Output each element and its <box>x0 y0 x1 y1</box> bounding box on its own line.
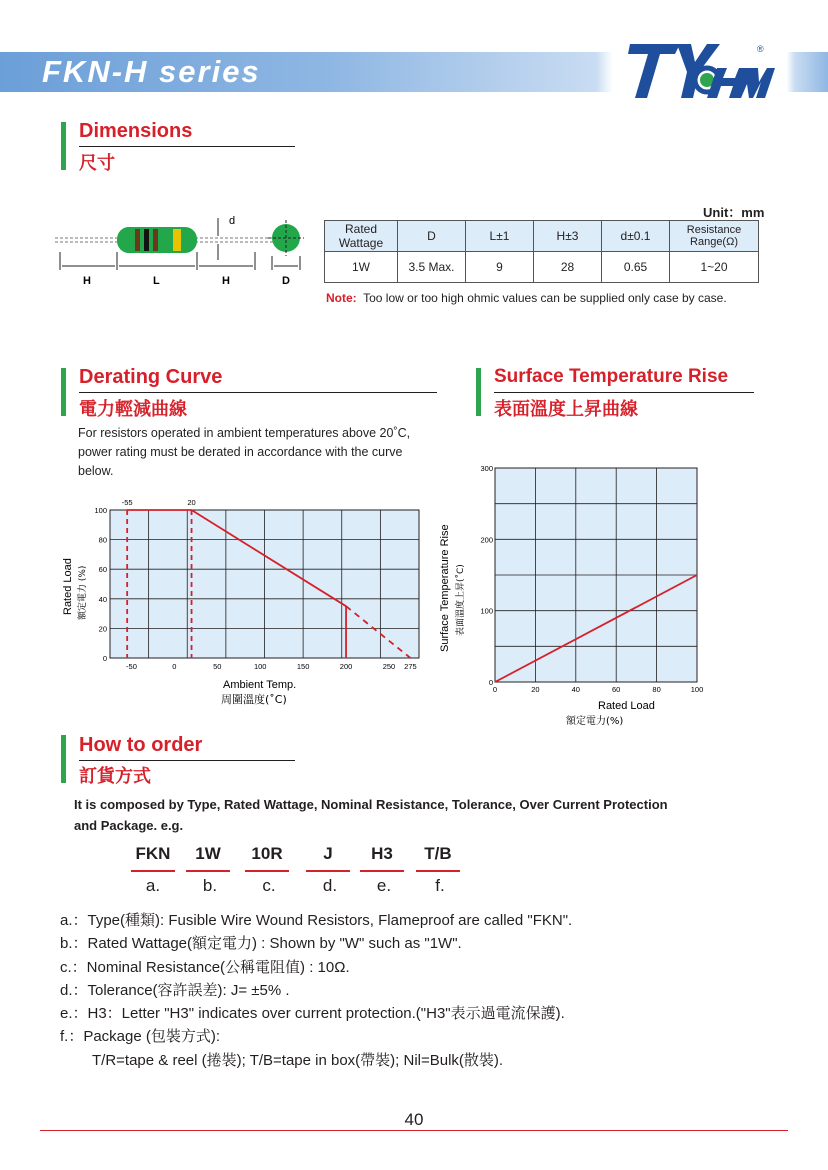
surface-xtick: 60 <box>612 685 621 694</box>
table-cell: 28 <box>534 252 602 283</box>
order-underline <box>245 870 289 872</box>
series-title: FKN-H series <box>42 54 261 89</box>
order-title-zh: 訂貨方式 <box>79 766 151 787</box>
order-desc-f: f.：Package (包裝方式): <box>60 1028 221 1045</box>
footer-rule <box>40 1130 788 1131</box>
table-cell: 1W <box>325 252 398 283</box>
derating-xtick: 275 <box>404 662 417 671</box>
order-desc-b: b.：Rated Wattage(額定電力) : Shown by "W" such as "1W". <box>60 935 462 952</box>
dimensions-section-bar <box>61 122 66 170</box>
order-desc-d: d.：Tolerance(容許誤差): J= ±5% . <box>60 982 290 999</box>
derating-section-bar <box>61 368 66 416</box>
order-code: 1W <box>195 844 221 863</box>
derating-ytick: 60 <box>98 565 107 575</box>
header-resistance: Resistance Range(Ω) <box>670 221 759 252</box>
table-cell: 3.5 Max. <box>398 252 466 283</box>
order-code: FKN <box>135 844 171 863</box>
surface-xtick: 80 <box>652 685 661 694</box>
order-letter: c. <box>262 876 276 895</box>
order-desc-a: a.：Type(種類): Fusible Wire Wound Resistors, Flameproof are called "FKN". <box>60 912 573 929</box>
table-cell: 0.65 <box>602 252 670 283</box>
surface-xtick: 20 <box>531 685 540 694</box>
surface-ylabel: Surface Temperature Rise <box>439 524 451 652</box>
table-cell: 9 <box>466 252 534 283</box>
surface-title-rule <box>494 392 754 393</box>
label-l: L <box>153 275 160 287</box>
header-rated-wattage: Rated Wattage <box>325 221 398 252</box>
dimensions-table <box>324 220 759 283</box>
header-d: D <box>398 221 466 252</box>
page-number: 40 <box>404 1110 424 1129</box>
derating-xtick: 200 <box>339 662 353 671</box>
order-title: How to order <box>79 734 203 756</box>
derating-title-rule <box>79 392 437 393</box>
resistor-drawing <box>55 208 310 290</box>
surface-temperature-chart <box>435 462 735 732</box>
dimensions-title-zh: 尺寸 <box>79 153 115 174</box>
order-underline <box>186 870 230 872</box>
order-title-rule <box>79 760 295 761</box>
order-letter: e. <box>376 876 392 895</box>
derating-xtick: 150 <box>296 662 310 671</box>
surface-ylabel-zh: 表面溫度上昇(˚C) <box>456 564 466 636</box>
derating-description: For resistors operated in ambient temperatures above 20˚C, power rating must be derated in accordance with the curve below. <box>78 426 411 478</box>
derating-top-label: -55 <box>121 498 133 507</box>
order-letter: f. <box>435 876 445 895</box>
label-h-left: H <box>83 275 91 287</box>
derating-ytick: 0 <box>102 654 107 663</box>
dimensions-title-rule <box>79 146 295 147</box>
label-h-right: H <box>222 275 230 287</box>
derating-xtick: 250 <box>382 662 396 671</box>
surface-xtick: 40 <box>571 685 580 694</box>
surface-xtick: 100 <box>690 685 704 694</box>
surface-section-bar <box>476 368 481 416</box>
surface-xtick: 0 <box>492 685 498 694</box>
order-intro: It is composed by Type, Rated Wattage, Nominal Resistance, Tolerance, Over Current Protection and Package. e.g. <box>74 797 668 833</box>
derating-ytick: 100 <box>94 506 107 515</box>
surface-xlabel-zh: 額定電力(%) <box>566 716 624 727</box>
order-desc-e: e.：H3：Letter "H3" indicates over current protection.("H3"表示過電流保護). <box>60 1005 565 1022</box>
order-underline <box>131 870 175 872</box>
order-code: J <box>323 844 333 863</box>
derating-ylabel-zh: 額定電力 (%) <box>78 565 88 620</box>
header-d-small: d±0.1 <box>602 221 670 252</box>
order-desc-c: c.：Nominal Resistance(公稱電阻值) : 10Ω. <box>60 959 350 976</box>
derating-ylabel: Rated Load <box>62 558 74 615</box>
surface-ytick: 200 <box>480 535 493 545</box>
surface-xlabel: Rated Load <box>598 700 655 712</box>
derating-xtick: 100 <box>253 662 267 671</box>
order-code: H3 <box>371 844 393 863</box>
surface-ytick: 0 <box>488 678 493 687</box>
surface-ytick: 100 <box>480 606 493 616</box>
derating-chart <box>55 495 435 715</box>
order-section-bar <box>61 735 66 783</box>
order-underline <box>416 870 460 872</box>
order-code: 10R <box>251 844 283 863</box>
tyohm-logo <box>625 40 775 102</box>
derating-xtick: 50 <box>213 662 222 671</box>
order-letter: a. <box>145 876 161 895</box>
derating-xtick: 0 <box>172 662 177 671</box>
derating-xlabel: Ambient Temp. <box>223 679 297 691</box>
order-letter: b. <box>202 876 218 895</box>
order-desc-package: T/R=tape & reel (捲裝); T/B=tape in box(帶裝); Nil=Bulk(散裝). <box>92 1052 504 1069</box>
surface-title-zh: 表面溫度上昇曲線 <box>494 399 638 420</box>
derating-xlabel-zh: 周圍溫度(˚C) <box>221 693 287 706</box>
table-cell: 1~20 <box>670 252 759 283</box>
derating-ytick: 20 <box>98 624 107 634</box>
label-d-small: d <box>229 215 236 227</box>
header-h: H±3 <box>534 221 602 252</box>
derating-title: Derating Curve <box>79 366 223 388</box>
header-l: L±1 <box>466 221 534 252</box>
derating-ytick: 80 <box>98 535 107 545</box>
order-underline <box>360 870 404 872</box>
derating-title-zh: 電力輕減曲線 <box>79 399 187 420</box>
derating-top-label: 20 <box>187 498 196 507</box>
derating-ytick: 40 <box>98 594 107 604</box>
derating-xtick: -50 <box>126 662 137 671</box>
order-letter: d. <box>322 876 338 895</box>
order-code: T/B <box>424 844 452 863</box>
label-d: D <box>282 275 290 287</box>
surface-ytick: 300 <box>480 464 493 473</box>
surface-title: Surface Temperature Rise <box>494 366 729 387</box>
dimensions-note: Note: Too low or too high ohmic values can be supplied only case by case. <box>326 291 727 305</box>
logo-registered: ® <box>757 44 764 54</box>
unit-label: Unit：mm <box>703 205 765 220</box>
order-underline <box>306 870 350 872</box>
dimensions-title: Dimensions <box>79 120 193 142</box>
